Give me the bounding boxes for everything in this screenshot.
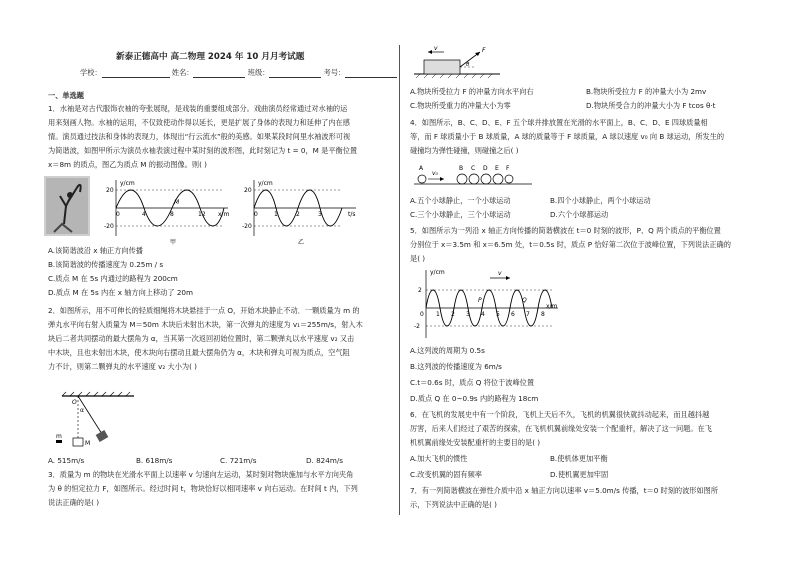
q4-option: D.六个小球都运动: [550, 210, 609, 219]
q4-option: C.三个小球静止，三个小球运动: [410, 210, 511, 219]
exam-no-label: 考号：: [323, 68, 346, 77]
q5-option: A.这列波的周期为 0.5s: [410, 346, 485, 355]
q5-line: 是( ): [410, 254, 426, 263]
q4-line: 等，而 F 球质量小于 B 球质量，A 球的质量等于 F 球质量，A 球以速度 v₀ 向 B 球运动，所发生的: [410, 132, 725, 141]
ball-e: E: [495, 165, 499, 172]
q6-option: C.改变机翼的固有频率: [410, 470, 482, 479]
class-label: 班级：: [247, 68, 270, 77]
block-m-label: M: [85, 440, 91, 447]
q1-line: 1．水袖是对古代服饰衣袖的夸张展现，是戏装的重要组成部分。戏曲演员经常通过对水袖的运: [48, 104, 348, 113]
name-field[interactable]: [193, 77, 245, 78]
q3-line: 3．质量为 m 的物块在光滑水平面上以速率 v 匀速向左运动，某时刻对物块施加与水平方向夹角: [48, 470, 354, 479]
q5-option: D.质点 Q 在 0~0.9s 内的路程为 18cm: [410, 394, 539, 403]
point-m-label: M: [174, 199, 180, 206]
q5-tick: 0: [420, 311, 424, 318]
q5-yneg: -2: [414, 323, 420, 330]
school-label: 学校：: [80, 68, 102, 77]
q1-line: x＝8m 的质点，图乙为质点 M 的振动图像。则( ): [48, 160, 207, 169]
q2-line: 2．如图所示，用不可伸长的轻质细绳将木块悬挂于一点 O，开始木块静止不动．一颗质量为 m 的: [48, 306, 360, 315]
velocity-label: v: [434, 45, 438, 52]
q6-line: 厉害，后来人们经过了艰苦的探索，在飞机机翼前缘处安装一个配重杆，解决了这一问题。在飞: [410, 424, 712, 433]
wave-graph-b: [242, 178, 364, 246]
graph-a-tick: 0: [116, 211, 120, 218]
q1-option: A.该简谐波沿 x 轴正方向传播: [48, 246, 143, 255]
q7-line: 示，下列说法中正确的是( ): [410, 500, 497, 509]
q6-line: 6．在飞机的发展史中有一个阶段，飞机上天后不久，飞机的机翼很快就抖动起来，而且越抖越: [410, 410, 710, 419]
q6-option: D.使机翼更加牢固: [550, 470, 609, 479]
wave-graph-a: [104, 178, 236, 246]
ball-f: F: [506, 165, 510, 172]
q6-line: 机机翼前缘处安装配重杆的主要目的是( ): [410, 438, 541, 447]
q7-line: 7．有一列简谐横波在弹性介质中沿 x 轴正方向以速率 v＝5.0m/s 传播，t＝0 时刻的波形如图所: [410, 486, 719, 495]
graph-b-tick: 1: [274, 211, 278, 218]
graph-a-xlabel: x/m: [218, 211, 230, 218]
q5-xlabel: x/m: [546, 303, 558, 310]
q2-line: 块后二者共同摆动的最大摆角为 α，当其第一次返回初始位置时，第二颗弹丸以水平速度 v₂ 又击: [48, 334, 355, 343]
q2-line: 弹丸水平向右射入质量为 M＝50m 木块后未射出木块，第一次弹丸的速度为 v₁＝255m/s，射入木: [48, 320, 363, 329]
class-field[interactable]: [269, 77, 321, 78]
graph-b-tick: 2: [296, 211, 300, 218]
pendulum-diagram: [54, 390, 144, 450]
q5-tick: 8: [541, 311, 545, 318]
dancer-photo: [44, 176, 90, 236]
q5-ylabel: y/cm: [430, 269, 445, 276]
point-p-label: P: [478, 297, 482, 304]
q3-option: C.物块所受重力的冲量大小为零: [410, 101, 511, 110]
v0-label: v₀: [432, 170, 438, 177]
graph-a-caption: 甲: [170, 239, 177, 246]
ball-d: D: [483, 165, 488, 172]
name-label: 姓名：: [171, 68, 194, 77]
exam-no-field[interactable]: [345, 77, 397, 78]
q5-tick: 2: [451, 311, 455, 318]
wave-graph-q5: [414, 268, 564, 340]
graph-b-ypos: 20: [244, 187, 252, 194]
info-line: [80, 67, 397, 78]
q1-line: 为简谐波，如图甲所示为演员水袖表演过程中某时刻的波形图，此时刻记为 t = 0，M 是平衡位置: [48, 146, 358, 155]
q1-line: 用来刻画人物。水袖的运用，不仅致使动作得以延长，更是扩展了身体的表现力和延伸了内在感: [48, 118, 350, 127]
angle-alpha: α: [80, 407, 84, 414]
graph-a-ylabel: y/cm: [120, 180, 135, 187]
q5-line: 5．如图所示为一列沿 x 轴正方向传播的简谐横波在 t＝0 时刻的波形，P、Q 两个质点的平衡位置: [410, 226, 721, 235]
q2-option: C. 721m/s: [220, 456, 257, 465]
column-divider: [399, 45, 400, 515]
q4-option: A.五个小球静止，一个小球运动: [410, 196, 511, 205]
ball-b: B: [459, 165, 464, 172]
school-field[interactable]: [102, 77, 170, 78]
q2-line: 力不计，则第二颗弹丸的水平速度 v₂ 大小为( ): [48, 362, 197, 371]
q5-tick: 6: [511, 311, 515, 318]
q4-line: 4．如图所示，B、C、D、E、F 五个球并排放置在光滑的水平面上，B、C、D、E 四球质量相: [410, 118, 708, 127]
q5-tick: 1: [436, 311, 440, 318]
q3-option: A.物块所受拉力 F 的冲量方向水平向右: [410, 87, 534, 96]
section-heading: 一、单选题: [48, 91, 84, 100]
q2-option: D. 824m/s: [306, 456, 343, 465]
q5-tick: 4: [481, 311, 485, 318]
q5-tick: 3: [466, 311, 470, 318]
point-o-label: O: [72, 399, 77, 406]
q6-option: B.使机体更加平衡: [550, 454, 608, 463]
exam-title: 新泰正德高中 高二物理 2024 年 10 月月考试题: [116, 52, 305, 62]
q3-option: D.物块所受合力的冲量大小为 F tcos θ·t: [586, 101, 716, 110]
q3-line: 为 θ 的恒定拉力 F，如图所示。经过时间 t，物块恰好以相同速率 v 向右运动。在时间 t 内，下列: [48, 484, 358, 493]
graph-a-yneg: -20: [104, 223, 114, 230]
q5-ypos: 2: [418, 287, 422, 294]
graph-a-tick: 8: [170, 211, 174, 218]
block-force-diagram: [414, 44, 504, 80]
q6-option: A.加大飞机的惯性: [410, 454, 468, 463]
q5-tick: 5: [496, 311, 500, 318]
q4-line: 碰撞均为弹性碰撞，则碰撞之后( ): [410, 146, 519, 155]
graph-a-tick: 12: [198, 211, 206, 218]
q3-option: B.物块所受拉力 F 的冲量大小为 2mv: [586, 87, 707, 96]
graph-a-tick: 4: [142, 211, 146, 218]
q1-option: B.该简谐波的传播速度为 0.25m / s: [48, 260, 164, 269]
q5-tick: 7: [526, 311, 530, 318]
q2-line: 中木块，且也未射出木块，使木块向右摆动且最大摆角仍为 α，木块和弹丸可视为质点，空气阻: [48, 348, 350, 357]
graph-b-tick: 0: [254, 211, 258, 218]
graph-b-xlabel: t/s: [348, 211, 356, 218]
bullet-label: m: [56, 433, 62, 440]
q1-option: C.质点 M 在 5s 内通过的路程为 200cm: [48, 274, 178, 283]
q3-line: 说法正确的是( ): [48, 498, 100, 507]
force-label: F: [482, 47, 486, 54]
q5-v-label: v: [498, 270, 502, 277]
q5-option: B.这列波的传播速度为 6m/s: [410, 362, 502, 371]
q1-option: D.质点 M 在 5s 内在 x 轴方向上移动了 20m: [48, 288, 193, 297]
ball-a: A: [419, 165, 424, 172]
q5-line: 分别位于 x＝3.5m 和 x＝6.5m 处，t＝0.5s 时，质点 P 恰好第二次位于波峰位置，下列说法正确的: [410, 240, 731, 249]
q5-option: C.t＝0.6s 时，质点 Q 将位于波峰位置: [410, 378, 535, 387]
q1-line: 情。演员通过技法和身体的表现力，体现出“行云流水”般的美感。如果某段时间里水袖波形可视: [48, 132, 351, 141]
q2-option: A. 515m/s: [48, 456, 85, 465]
graph-b-yneg: -20: [242, 223, 252, 230]
graph-b-tick: 3: [318, 211, 322, 218]
balls-diagram: [414, 160, 534, 188]
graph-b-ylabel: y/cm: [258, 180, 273, 187]
ball-c: C: [471, 165, 476, 172]
point-q-label: Q: [522, 297, 527, 304]
theta-label: θ: [466, 62, 470, 68]
graph-a-ypos: 20: [106, 187, 114, 194]
q4-option: B.四个小球静止，两个小球运动: [550, 196, 651, 205]
graph-b-caption: 乙: [298, 239, 305, 246]
q2-option: B. 618m/s: [136, 456, 173, 465]
